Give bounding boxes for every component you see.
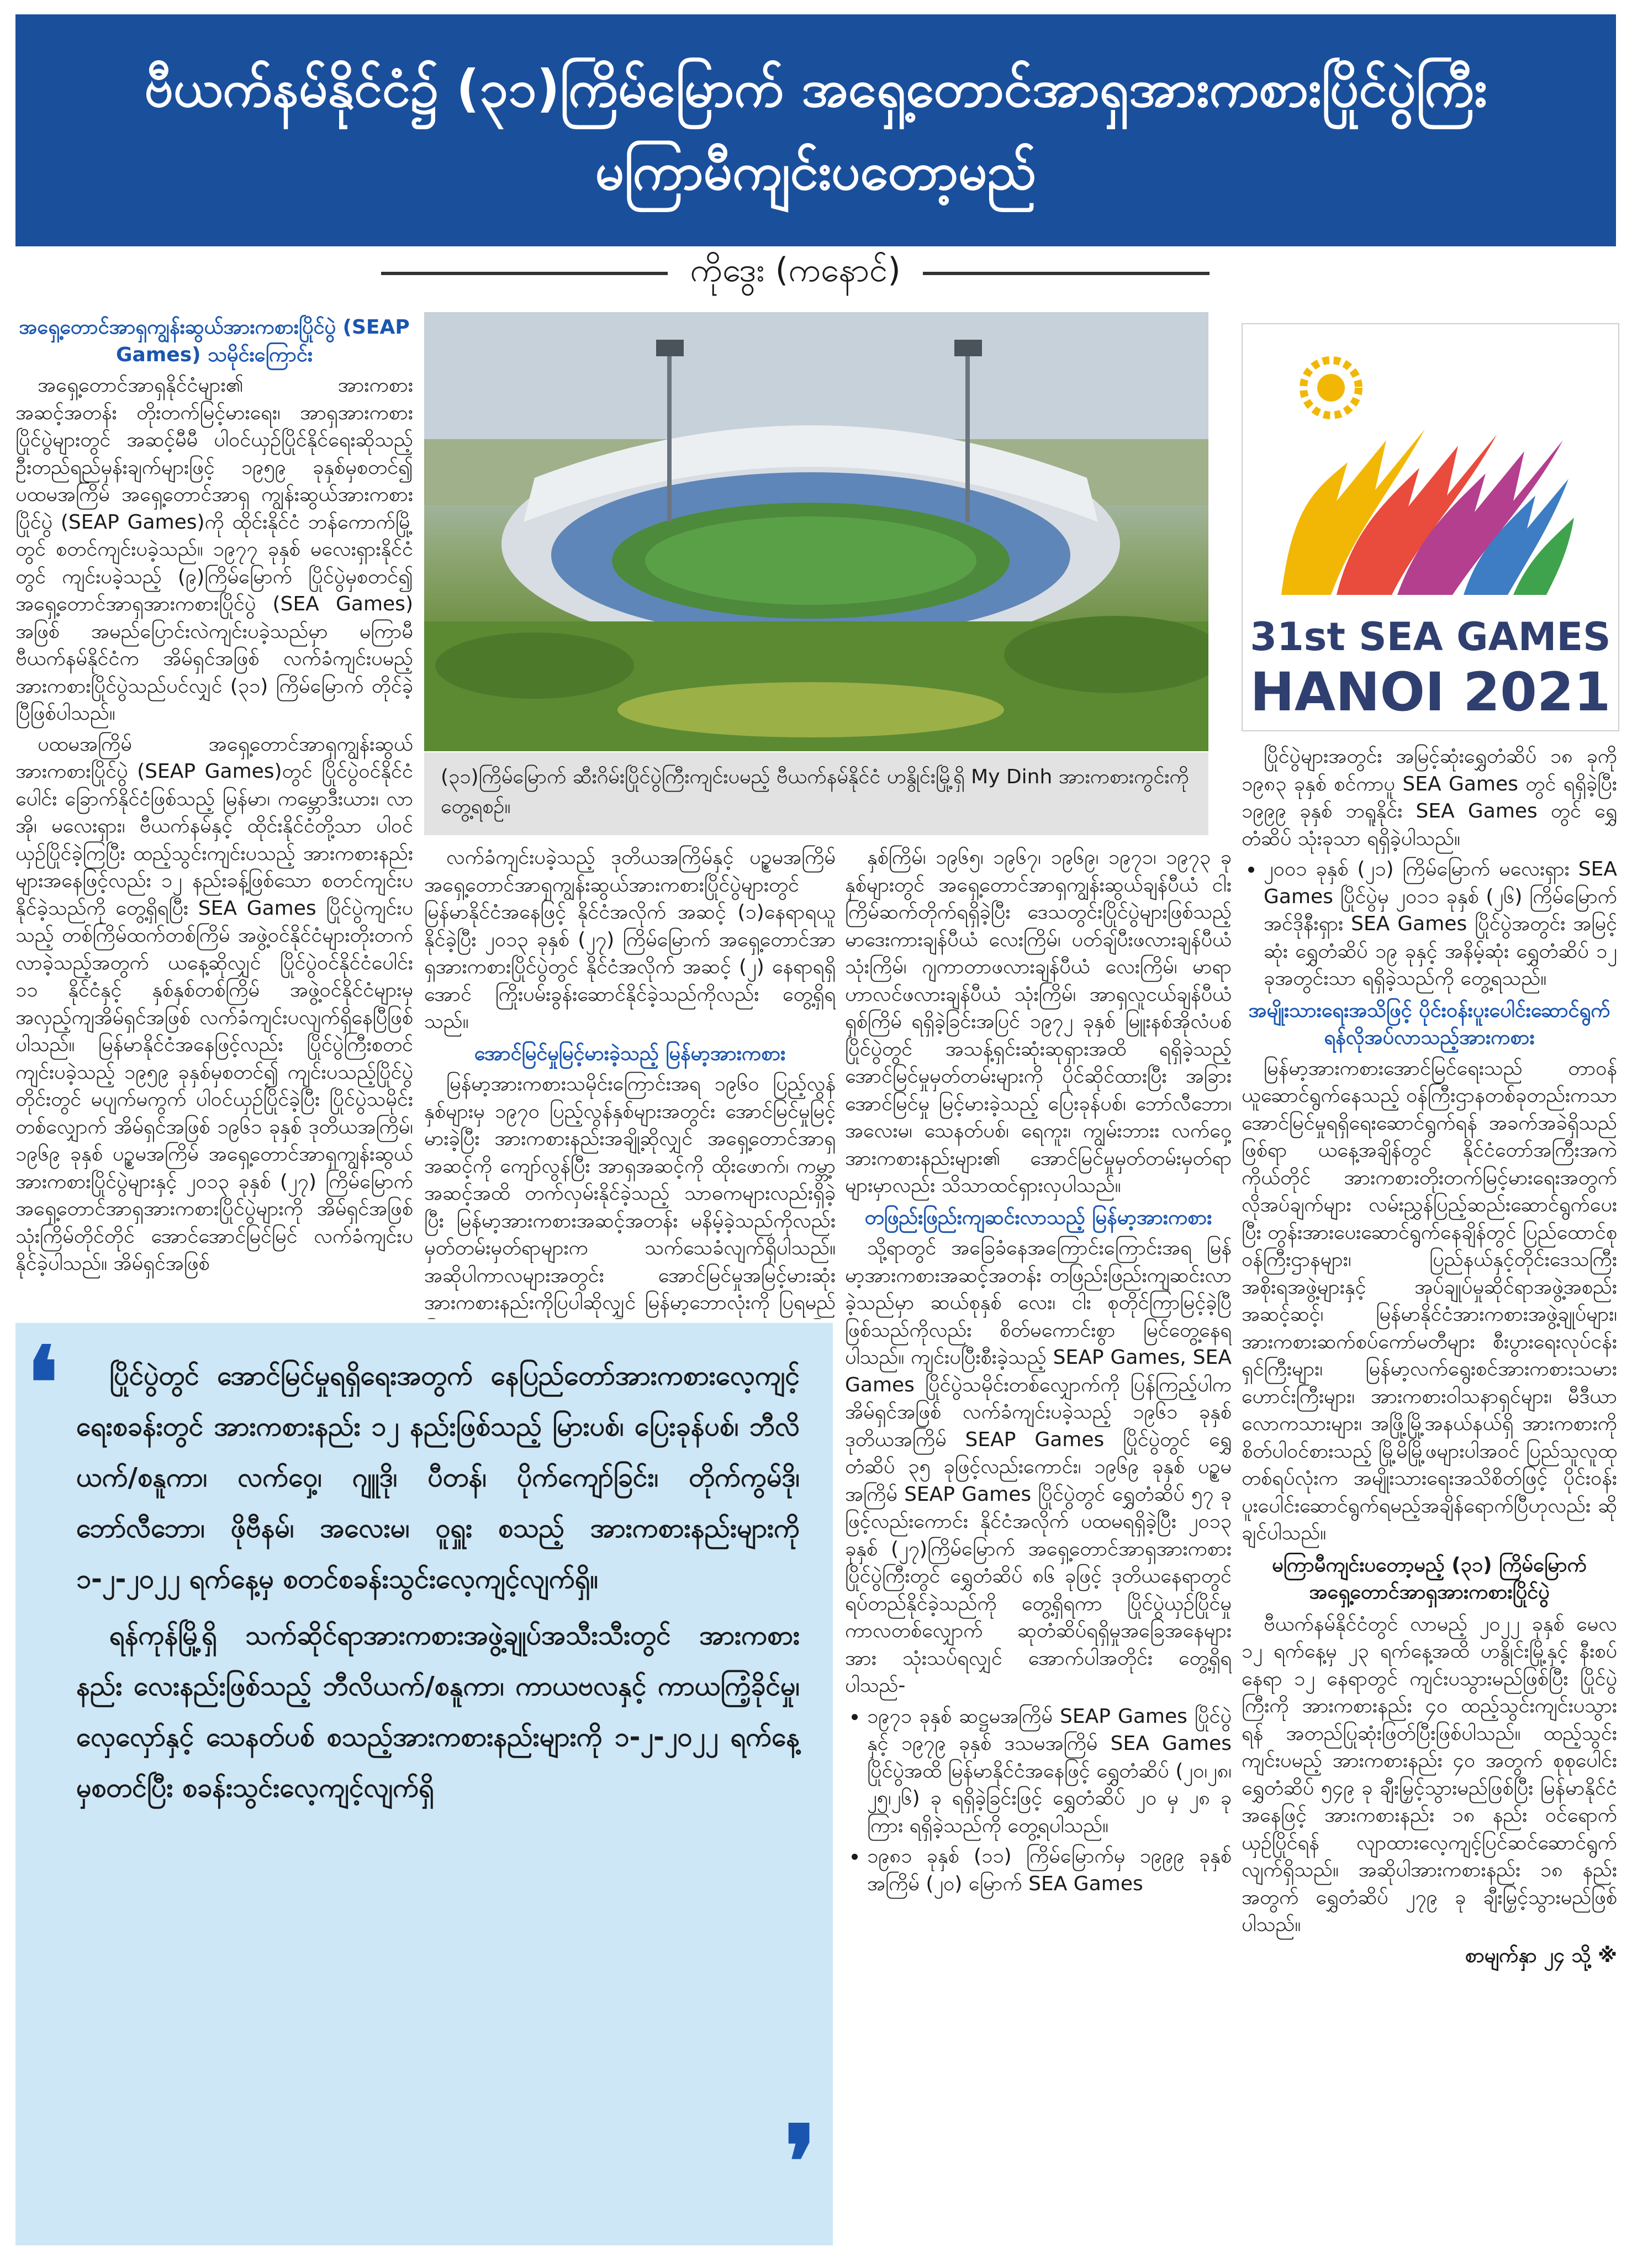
article-column-2 bbox=[424, 844, 836, 1319]
subheading-achievement: အောင်မြင်မှုမြင့်မားခဲ့သည့် မြန်မာ့အားကစား bbox=[474, 1042, 786, 1065]
logo-text-hanoi: HANOI 2021 bbox=[1250, 661, 1611, 723]
open-quote-icon: ❛ bbox=[27, 1325, 59, 1442]
article-column-4 bbox=[1242, 743, 1617, 2256]
pull-quote-paragraph: ပြိုင်ပွဲတွင် အောင်မြင်မှုရရှိရေးအတွက် နေပြည်တော်အားကစားလေ့ကျင့်ရေးစခန်းတွင် အားကစားနည်း ၁၂ နည်းဖြစ်သည့် မြားပစ်၊ ပြေးခုန်ပစ်၊ ဘီလိယက်/စနူကာ၊ လက်ဝှေ့၊ ဂျူဒို၊ ပီတန်၊ ပိုက်ကျော်ခြင်း၊ တိုက်ကွမ်ဒို၊ ဘော်လီဘော၊ ဖိုဗီနမ်၊ အလေးမ၊ ဝူရှူး စသည့် အားကစားနည်းများကို ၁-၂-၂၀၂၂ ရက်နေ့မှ စတင်စခန်းသွင်းလေ့ကျင့်လျက်ရှိ။ bbox=[76, 1360, 800, 1595]
headline-banner bbox=[15, 14, 1616, 246]
headline-line2: မကြာမီကျင်းပတော့မည် bbox=[595, 142, 1037, 201]
byline-row bbox=[381, 251, 1210, 296]
stadium-illustration bbox=[424, 312, 1208, 751]
article-column-3 bbox=[845, 844, 1232, 2247]
byline-rule-left bbox=[381, 272, 668, 275]
subheading-decline: တဖြည်းဖြည်းကျဆင်းလာသည့် မြန်မာ့အားကစား bbox=[864, 1206, 1212, 1229]
pull-quote-paragraph: ရန်ကုန်မြို့ရှိ သက်ဆိုင်ရာအားကစားအဖွဲ့ချုပ်အသီးသီးတွင် အားကစားနည်း လေးနည်းဖြစ်သည့် ဘီလိယက်/စနူကာ၊ ကာယဗလနှင့် ကာယကြံ့ခိုင်မှု၊ လှေလှော်နှင့် သေနတ်ပစ် စသည့်အားကစားနည်းများကို ၁-၂-၂၀၂၂ ရက်နေ့မှစတင်ပြီး စခန်းသွင်းလေ့ကျင့်လျက်ရှိ bbox=[76, 1620, 800, 1803]
sea-games-logo bbox=[1242, 323, 1619, 731]
subheading-upcoming: မကြာမီကျင်းပတော့မည့် (၃၁) ကြိမ်မြောက် အရှေ့တောင်အာရှအားကစားပြိုင်ပွဲ bbox=[1272, 1553, 1587, 1604]
close-quote-icon: ❜ bbox=[784, 2104, 816, 2220]
subheading-history: အရှေ့တောင်အာရှကျွန်းဆွယ်အားကစားပြိုင်ပွဲ (SEAP Games) သမိုင်းကြောင်း bbox=[19, 316, 410, 366]
stadium-photo bbox=[424, 312, 1208, 751]
list-item: • ၁၉၈၁ ခုနှစ် (၁၁) ကြိမ်မြောက်မှ ၁၉၉၉ ခုနှစ် အကြိမ် (၂၀) မြောက် SEA Games bbox=[867, 1843, 1232, 1897]
paragraph: အရှေ့တောင်အာရှနိုင်ငံများ၏ အားကစားအဆင့်အတန်း တိုးတက်မြင့်မားရေး၊ အာရှအားကစားပြိုင်ပွဲများတွင် အဆင့်မီမီ ပါဝင်ယှဉ်ပြိုင်နိုင်ရေးဆိုသည့် ဦးတည်ရည်မှန်းချက်များဖြင့် ၁၉၅၉ ခုနှစ်မှစတင်၍ ပထမအကြိမ် အရှေ့တောင်အာရှ ကျွန်းဆွယ်အားကစားပြိုင်ပွဲ (SEAP Games)ကို ထိုင်းနိုင်ငံ ဘန်ကောက်မြို့တွင် စတင်ကျင်းပခဲ့သည်။ ၁၉၇၇ ခုနှစ် မလေးရှားနိုင်ငံတွင် ကျင်းပခဲ့သည့် (၉)ကြိမ်မြောက် ပြိုင်ပွဲမှစတင်၍ အရှေ့တောင်အာရှအားကစားပြိုင်ပွဲ (SEA Games) အဖြစ် အမည်ပြောင်းလဲကျင်းပခဲ့သည်မှာ မကြာမီ ဗီယက်နမ်နိုင်ငံက အိမ်ရှင်အဖြစ် လက်ခံကျင်းပမည့် အားကစားပြိုင်ပွဲသည်ပင်လျှင် (၃၁) ကြိမ်မြောက် တိုင်ခဲ့ပြီဖြစ်ပါသည်။ bbox=[15, 374, 413, 725]
pull-quote bbox=[15, 1323, 833, 2245]
paragraph: ဗီယက်နမ်နိုင်ငံတွင် လာမည့် ၂၀၂၂ ခုနှစ် မေလ ၁၂ ရက်နေ့မှ ၂၃ ရက်နေ့အထိ ဟနွိုင်းမြို့နှင့် နီးစပ်နေရာ ၁၂ နေရာတွင် ကျင်းပသွားမည်ဖြစ်ပြီး ပြိုင်ပွဲကြီးကို အားကစားနည်း ၄၀ ထည့်သွင်းကျင်းပသွားရန် အတည်ပြုဆုံးဖြတ်ပြီးဖြစ်ပါသည်။ ထည့်သွင်းကျင်းပမည့် အားကစားနည်း ၄၀ အတွက် စုစုပေါင်း ရွှေတံဆိပ် ၅၄၉ ခု ချီးမြှင့်သွားမည်ဖြစ်ပြီး မြန်မာနိုင်ငံအနေဖြင့် အားကစားနည်း ၁၈ နည်း ဝင်ရောက်ယှဉ်ပြိုင်ရန် လျာထားလေ့ကျင့်ပြင်ဆင်ဆောင်ရွက်လျက်ရှိသည်။ အဆိုပါအားကစားနည်း ၁၈ နည်းအတွက် ရွှေတံဆိပ် ၂၇၉ ခု ချီးမြှင့်သွားမည်ဖြစ်ပါသည်။ bbox=[1242, 1612, 1617, 1936]
paragraph: နှစ်ကြိမ်၊ ၁၉၆၅၊ ၁၉၆၇၊ ၁၉၆၉၊ ၁၉၇၁၊ ၁၉၇၃ ခုနှစ်များတွင် အရှေ့တောင်အာရှကျွန်းဆွယ်ချန်ပီယံ ငါးကြိမ်ဆက်တိုက်ရရှိခဲ့ပြီး ဒေသတွင်းပြိုင်ပွဲများဖြစ်သည့် မာဒေးကားချန်ပီယံ လေးကြိမ်၊ ပတ်ချ်ပီးဖလားချန်ပီယံ သုံးကြိမ်၊ ဂျကာတာဖလားချန်ပီယံ လေးကြိမ်၊ မာရာဟာလင်ဖလားချန်ပီယံ သုံးကြိမ်၊ အာရှလူငယ်ချန်ပီယံ ရှစ်ကြိမ် ရရှိခဲ့ခြင်းအပြင် ၁၉၇၂ ခုနှစ် မြူးနစ်အိုလံပစ်ပြိုင်ပွဲတွင် အသန့်ရှင်းဆုံးဆုရှားအထိ ရရှိခဲ့သည့် အောင်မြင်မှုမှတ်တမ်းများကို ပိုင်ဆိုင်ထားပြီး အခြားအောင်မြင်မှု မြင့်မားခဲ့သည့် ပြေးခုန်ပစ်၊ ဘော်လီဘော၊ အလေးမ၊ သေနတ်ပစ်၊ ရေကူး၊ ကျွမ်းဘားး လက်ဝှေ့အားကစားနည်းများ၏ အောင်မြင်မှုမှတ်တမ်းမှတ်ရာများမှာလည်း သိသာထင်ရှားလှပါသည်။ bbox=[845, 846, 1232, 1197]
photo-caption: (၃၁)ကြိမ်မြောက် ဆီးဂိမ်းပြိုင်ပွဲကြီးကျင်းပမည့် ဗီယက်နမ်နိုင်ငံ ဟနွိုင်းမြို့ရှိ My Dinh အားကစားကွင်းကို တွေ့ရစဉ်။ bbox=[424, 752, 1208, 835]
logo-text-sea-games: 31st SEA GAMES bbox=[1250, 614, 1611, 660]
medal-history-list-2 bbox=[1242, 856, 1617, 993]
paragraph: မြန်မာ့အားကစားသမိုင်းကြောင်းအရ ၁၉၆၀ ပြည့်လွန်နှစ်များမှ ၁၉၇၀ ပြည့်လွန်နှစ်များအတွင်း အောင်မြင်မှုမြင့်မားခဲ့ပြီး အားကစားနည်းအချို့ဆိုလျှင် အရှေ့တောင်အာရှအဆင့်ကို ကျော်လွန်ပြီး အာရှအဆင့်ကို ထိုးဖောက်၊ ကမ္ဘာ့အဆင့်အထိ တက်လှမ်းနိုင်ခဲ့သည့် သာဓကများလည်းရှိခဲ့ပြီး မြန်မာ့အားကစားအဆင့်အတန်း မနိမ့်ခဲ့သည်ကိုလည်း မှတ်တမ်းမှတ်ရာများက သက်သေခံလျက်ရှိပါသည်။ အဆိုပါကာလများအတွင်း အောင်မြင်မှုအမြင့်မားဆုံး အားကစားနည်းကိုပြပါဆိုလျှင် မြန်မာ့ဘောလုံးကို ပြရမည် bbox=[424, 1073, 836, 1314]
paragraph: လက်ခံကျင်းပခဲ့သည့် ဒုတိယအကြိမ်နှင့် ပဉ္စမအကြိမ် အရှေ့တောင်အာရှကျွန်းဆွယ်အားကစားပြိုင်ပွဲများတွင် မြန်မာနိုင်ငံအနေဖြင့် နိုင်ငံအလိုက် အဆင့် (၁)နေရာရယူနိုင်ခဲ့ပြီး ၂၀၁၃ ခုနှစ် (၂၇) ကြိမ်မြောက် အရှေ့တောင်အာရှအားကစားပြိုင်ပွဲတွင် နိုင်ငံအလိုက် အဆင့် (၂) နေရာရရှိအောင် ကြိုးပမ်းခွန်းဆောင်နိုင်ခဲ့သည်ကိုလည်း တွေ့ရှိရသည်။ bbox=[424, 846, 836, 1033]
subheading-cooperation: အမျိုးသားရေးအသိဖြင့် ပိုင်းဝန်းပူးပေါင်းဆောင်ရွက်ရန်လိုအပ်လာသည့်အားကစား bbox=[1248, 999, 1610, 1049]
paragraph: ပြိုင်ပွဲများအတွင်း အမြင့်ဆုံးရွှေတံဆိပ် ၁၈ ခုကို ၁၉၈၃ ခုနှစ် စင်ကာပူ SEA Games တွင် ရရှိခဲ့ပြီး ၁၉၉၉ ခုနှစ် ဘရူနိုင်း SEA Games တွင် ရွှေတံဆိပ် သုံးခုသာ ရရှိခဲ့ပါသည်။ bbox=[1242, 745, 1617, 850]
list-item: • ၁၉၇၁ ခုနှစ် ဆဋ္ဌမအကြိမ် SEAP Games ပြိုင်ပွဲနှင့် ၁၉၇၉ ခုနှစ် ဒသမအကြိမ် SEA Games ပြိုင်ပွဲအထိ မြန်မာနိုင်ငံအနေဖြင့် ရွှေတံဆိပ် (၂၀၊၂၈၊၂၅၊၂၆) ခု ရရှိခဲ့ခြင်းဖြင့် ရွှေတံဆိပ် ၂၀ မှ ၂၈ ခုကြား ရရှိခဲ့သည်ကို တွေ့ရပါသည်။ bbox=[867, 1703, 1232, 1840]
medal-history-list bbox=[845, 1703, 1232, 1898]
paragraph: မြန်မာ့အားကစားအောင်မြင်ရေးသည် တာဝန်ယူဆောင်ရွက်နေသည့် ဝန်ကြီးဌာနတစ်ခုတည်းကသာ အောင်မြင်မှုရရှိရေးဆောင်ရွက်ရန် အခက်အခဲရှိသည်ဖြစ်ရာ ယနေ့အချိန်တွင် နိုင်ငံတော်အကြီးအကဲကိုယ်တိုင် အားကစားတိုးတက်မြင့်မားရေးအတွက် လိုအပ်ချက်များ လမ်းညွှန်ပြည့်ဆည်းဆောင်ရွက်ပေးပြီး တွန်းအားပေးဆောင်ရွက်နေချိန်တွင် ပြည်ထောင်စုဝန်ကြီးဌာနများ၊ ပြည်နယ်နှင့်တိုင်းဒေသကြီးအစိုးရအဖွဲ့များနှင့် အုပ်ချုပ်မှုဆိုင်ရာအဖွဲ့အစည်းအဆင့်ဆင့်၊ မြန်မာနိုင်ငံအားကစားအဖွဲ့ချုပ်များ၊ အားကစားဆက်စပ်ကော်မတီများ စီးပွားရေးလုပ်ငန်းရှင်ကြီးများ၊ မြန်မာ့လက်ရွေးစင်အားကစားသမားဟောင်းကြီးများ၊ အားကစားဝါသနာရှင်များ၊ မီဒီယာလောကသားများ၊ အဖြို့မြို့အနယ်နယ်ရှိ အားကစားကို စိတ်ပါဝင်စားသည့် မြို့မိမြို့ဖများပါအဝင် ပြည်သူလူထုတစ်ရပ်လုံးက အမျိုးသားရေးအသိစိတ်ဖြင့် ပိုင်းဝန်းပူးပေါင်းဆောင်ရွက်ရမည့်အချိန်ရောက်ပြီဟုလည်း ဆိုချင်ပါသည်။ bbox=[1242, 1057, 1617, 1544]
headline-line1: ဗီယက်နမ်နိုင်ငံ၌ (၃၁)ကြိမ်မြောက် အရှေ့တောင်အာရှအားကစားပြိုင်ပွဲကြီး bbox=[144, 59, 1487, 118]
paragraph: ပထမအကြိမ် အရှေ့တောင်အာရှကျွန်းဆွယ်အားကစားပြိုင်ပွဲ (SEAP Games)တွင် ပြိုင်ပွဲဝင်နိုင်ငံပေါင်း ခြောက်နိုင်ငံဖြစ်သည့် မြန်မာ၊ ကမ္ဘောဒီးယား၊ လာအို၊ မလေးရှား၊ ဗီယက်နမ်နှင့် ထိုင်းနိုင်ငံတို့သာ ပါဝင်ယှဉ်ပြိုင်ခဲ့ကြပြီး ထည့်သွင်းကျင်းပသည့် အားကစားနည်းများအနေဖြင့်လည်း ၁၂ နည်းခန့်ဖြစ်သော စတင်ကျင်းပနိုင်ခဲ့သည်ကို တွေ့ရှိရပြီး SEA Games ပြိုင်ပွဲကျင်းပသည့် တစ်ကြိမ်ထက်တစ်ကြိမ် အဖွဲ့ဝင်နိုင်ငံများတိုးတက်လာခဲ့သည့်အတွက် ယနေ့ဆိုလျှင် ပြိုင်ပွဲဝင်နိုင်ငံပေါင်း ၁၁ နိုင်ငံနှင့် နှစ်နှစ်တစ်ကြိမ် အဖွဲ့ဝင်နိုင်ငံများမှ အလှည့်ကျအိမ်ရှင်အဖြစ် လက်ခံကျင်းပလျက်ရှိနေပြီဖြစ်ပါသည်။ မြန်မာနိုင်ငံအနေဖြင့်လည်း ပြိုင်ပွဲကြီးစတင်ကျင်းပခဲ့သည့် ၁၉၅၉ ခုနှစ်မှစတင်၍ ကျင်းပသည့်ပြိုင်ပွဲတိုင်းတွင် မပျက်မကွက် ပါဝင်ယှဉ်ပြိုင်ခဲ့ပြီး ပြိုင်ပွဲသမိုင်းတစ်လျှောက် အိမ်ရှင်အဖြစ် ၁၉၆၁ ခုနှစ် ဒုတိယအကြိမ်၊ ၁၉၆၉ ခုနှစ် ပဉ္စမအကြိမ် အရှေ့တောင်အာရှကျွန်းဆွယ်အားကစားပြိုင်ပွဲများနှင့် ၂၀၁၃ ခုနှစ် (၂၇) ကြိမ်မြောက် အရှေ့တောင်အာရှအားကစားပြိုင်ပွဲများကို အိမ်ရှင်အဖြစ် သုံးကြိမ်တိုင်တိုင် အောင်အောင်မြင်မြင် လက်ခံကျင်းပနိုင်ခဲ့ပါသည်။ အိမ်ရှင်အဖြစ် bbox=[15, 732, 413, 1275]
continued-note: စာမျက်နှာ ၂၄ သို့ ※ bbox=[1465, 1944, 1617, 1967]
byline-rule-right bbox=[923, 272, 1210, 275]
article-column-1 bbox=[15, 309, 413, 1298]
byline: ကိုဒွေး (ကနောင်) bbox=[690, 251, 901, 289]
paragraph: သို့ရာတွင် အခြေခံနေအကြောင်းကြောင်းအရ မြန်မာ့အားကစားအဆင့်အတန်း တဖြည်းဖြည်းကျဆင်းလာခဲ့သည်မှာ ဆယ်စုနှစ် လေး၊ ငါး စုတိုင်ကြာမြင့်ခဲ့ပြီဖြစ်သည်ကိုလည်း စိတ်မကောင်းစွာ မြင်တွေ့နေရပါသည်။ ကျင်းပပြီးစီးခဲ့သည့် SEAP Games, SEA Games ပြိုင်ပွဲသမိုင်းတစ်လျှောက်ကို ပြန်ကြည့်ပါက အိမ်ရှင်အဖြစ် လက်ခံကျင်းပခဲ့သည့် ၁၉၆၁ ခုနှစ် ဒုတိယအကြိမ် SEAP Games ပြိုင်ပွဲတွင် ရွှေတံဆိပ် ၃၅ ခုဖြင့်လည်းကောင်း၊ ၁၉၆၉ ခုနှစ် ပဉ္စမအကြိမ် SEAP Games ပြိုင်ပွဲတွင် ရွှေတံဆိပ် ၅၇ ခုဖြင့်လည်းကောင်း နိုင်ငံအလိုက် ပထမရရှိခဲ့ပြီး ၂၀၁၃ ခုနှစ် (၂၇)ကြိမ်မြောက် အရှေ့တောင်အာရှအားကစားပြိုင်ပွဲကြီးတွင် ရွှေတံဆိပ် ၈၆ ခုဖြင့် ဒုတိယနေရာတွင် ရပ်တည်နိုင်ခဲ့သည်ကို တွေ့ရှိရကာ ပြိုင်ပွဲယှဉ်ပြိုင်မှုကာလတစ်လျှောက် ဆုတံဆိပ်ရရှိမှုအခြေအနေများအား သုံးသပ်ရလျှင် အောက်ပါအတိုင်း တွေ့ရှိရပါသည်- bbox=[845, 1237, 1232, 1697]
list-item: • ၂၀၀၁ ခုနှစ် (၂၁) ကြိမ်မြောက် မလေးရှား SEA Games ပြိုင်ပွဲမှ ၂၀၁၁ ခုနှစ် (၂၆) ကြိမ်မြောက် အင်ဒိုနီးရှား SEA Games ပြိုင်ပွဲအတွင်း အမြင့်ဆုံး ရွှေတံဆိပ် ၁၉ ခုနှင့် အနိမ့်ဆုံး ရွှေတံဆိပ် ၁၂ ခုအတွင်းသာ ရရှိခဲ့သည်ကို တွေ့ရသည်။ bbox=[1264, 856, 1617, 993]
